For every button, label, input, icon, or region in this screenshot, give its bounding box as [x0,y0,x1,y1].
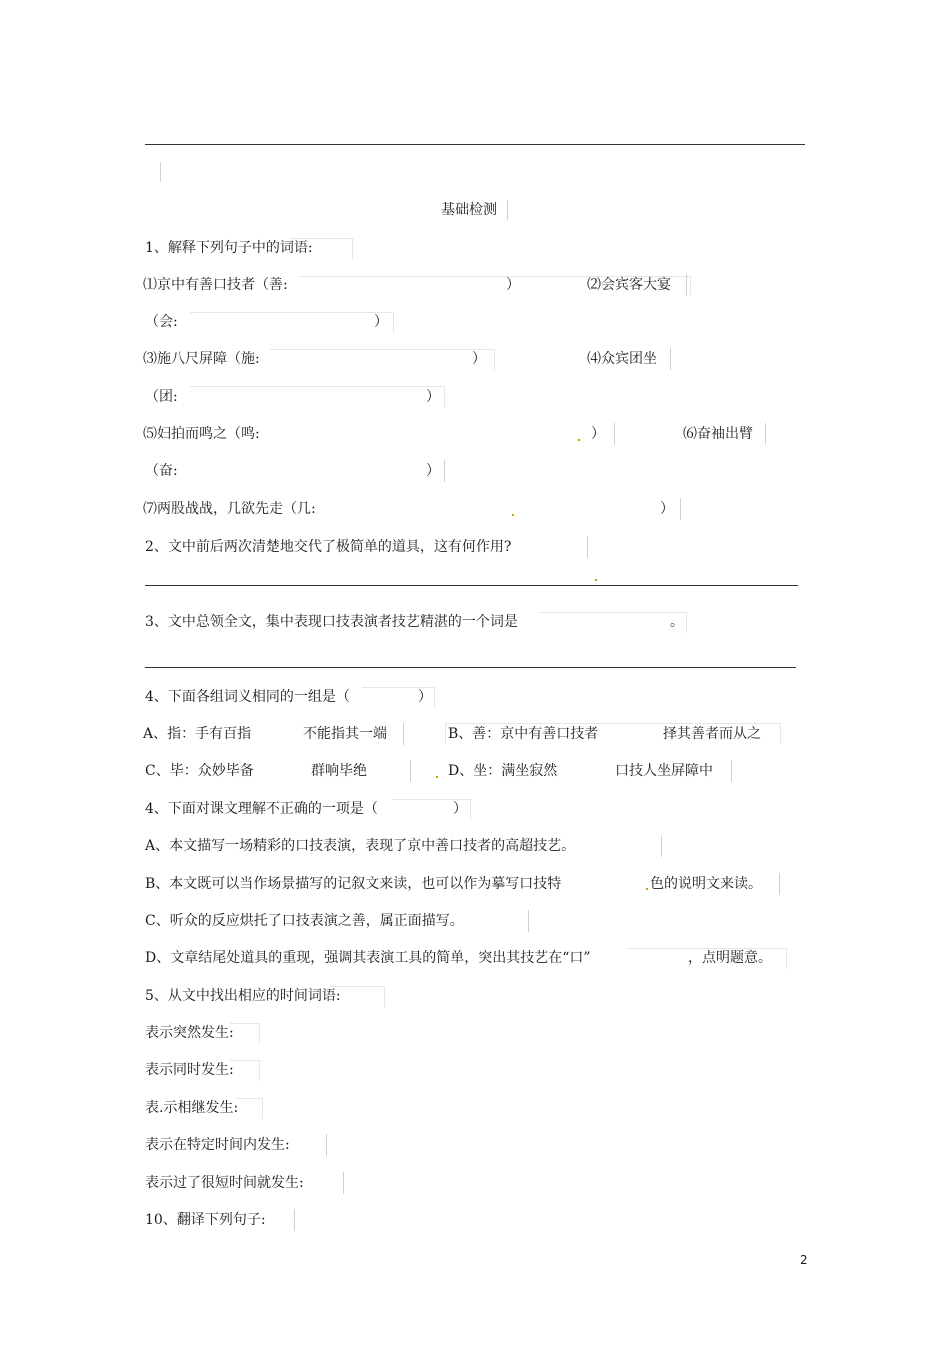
stray-mark [512,514,514,516]
stray-mark [646,888,648,890]
q4a-prompt-close: ） [418,689,432,705]
q1-item6-gloss: （奋: [145,463,178,479]
q2-answer-line [145,585,798,586]
q4a-option-d2: 口技人坐屏障中 [615,763,713,779]
q2-prompt: 2、文中前后两次清楚地交代了极简单的道具，这有何作用? [145,539,512,555]
q1-item6-close: ） [426,463,440,479]
q4b-prompt-close: ） [453,801,467,817]
q1-item4-close: ） [426,389,440,405]
stray-mark [578,439,580,441]
header-rule [145,144,805,145]
divider [661,835,662,857]
stray-mark [436,776,438,778]
q4b-option-d2: ，点明题意。 [688,950,772,966]
q4a-option-a2: 不能指其一端 [303,726,387,742]
q1-item7-close: ） [660,501,674,517]
q1-item6: ⑹奋袖出臂 [683,426,753,442]
q4b-option-b2: 色的说明文来读。 [650,876,762,892]
divider [686,274,687,296]
page-number: 2 [800,1253,808,1267]
q1-item2-gloss: （会: [145,314,178,330]
divider [528,910,529,932]
divider [765,423,766,445]
divider [403,723,404,745]
q3-blank [540,612,687,633]
q4b-option-a: A、本文描写一场精彩的口技表演，表现了京中善口技者的高超技艺。 [145,838,576,854]
divider [680,498,681,520]
q1-item2-blank [190,312,394,333]
q4a-option-b2: 择其善者而从之 [663,726,761,742]
q1-item7: ⑺两股战战，几欲先走（几: [143,501,316,517]
margin-mark [160,162,161,182]
divider [507,200,508,220]
q1-prompt: 1、解释下列句子中的词语: [145,240,313,256]
q1-item1: ⑴京中有善口技者（善: [143,277,288,293]
q5-line3: 表.示相继发生: [145,1100,239,1116]
q1-item4-gloss: （团: [145,389,178,405]
stray-mark [595,579,597,581]
divider [779,873,780,895]
q5-line2: 表示同时发生: [145,1062,234,1078]
q4b-option-d1: D、文章结尾处道具的重现，强调其表演工具的简单，突出其技艺在“口” [145,950,591,966]
divider [326,1134,327,1156]
divider [670,348,671,370]
q1-item4: ⑷众宾团坐 [587,351,657,367]
q1-item5-close: ） [591,426,605,442]
q4b-option-c: C、听众的反应烘托了口技表演之善，属正面描写。 [145,913,464,929]
q1-item2: ⑵会宾客大宴 [587,277,671,293]
q4a-option-a1: A、指：手有百指 [143,726,252,742]
q4a-option-d1: D、坐：满坐寂然 [448,763,558,779]
q1-item2-close: ） [374,314,388,330]
q4a-prompt: 4、下面各组词义相同的一组是（ [145,689,350,705]
divider [343,1172,344,1194]
divider [294,1209,295,1231]
q5-line5: 表示过了很短时间就发生: [145,1175,304,1191]
q5-prompt: 5、从文中找出相应的时间词语: [145,988,341,1004]
q1-item4-blank [190,386,445,407]
divider [410,760,411,782]
q1-item3-close: ） [472,351,486,367]
q1-prompt-box [290,238,353,259]
q3-end: 。 [670,614,684,630]
q5-line4: 表示在特定时间内发生: [145,1137,290,1153]
q3-prompt: 3、文中总领全文，集中表现口技表演者技艺精湛的一个词是 [145,614,518,630]
q5-line3-blank [236,1098,263,1119]
divider [587,536,588,558]
q1-item1-close: ） [506,277,520,293]
q4b-option-b1: B、本文既可以当作场景描写的记叙文来读，也可以作为摹写口技特 [145,876,562,892]
q3-answer-line [145,667,796,668]
q5-prompt-box [330,986,385,1007]
divider [444,460,445,482]
q5-line1: 表示突然发生: [145,1025,234,1041]
divider [614,423,615,445]
q1-item3: ⑶施八尺屏障（施: [143,351,260,367]
q4a-option-c1: C、毕：众妙毕备 [145,763,254,779]
q4a-option-b1: B、善：京中有善口技者 [448,726,599,742]
q4a-option-c2: 群响毕绝 [311,763,367,779]
q1-item5: ⑸妇拍而鸣之（鸣: [143,426,260,442]
q5-line1-blank [230,1023,260,1044]
q4b-prompt: 4、下面对课文理解不正确的一项是（ [145,801,378,817]
q10-prompt: 10、翻译下列句子: [145,1212,266,1228]
divider [731,760,732,782]
section-title: 基础检测 [441,202,497,218]
q5-line2-blank [230,1060,260,1081]
q1-item3-blank [270,349,495,370]
